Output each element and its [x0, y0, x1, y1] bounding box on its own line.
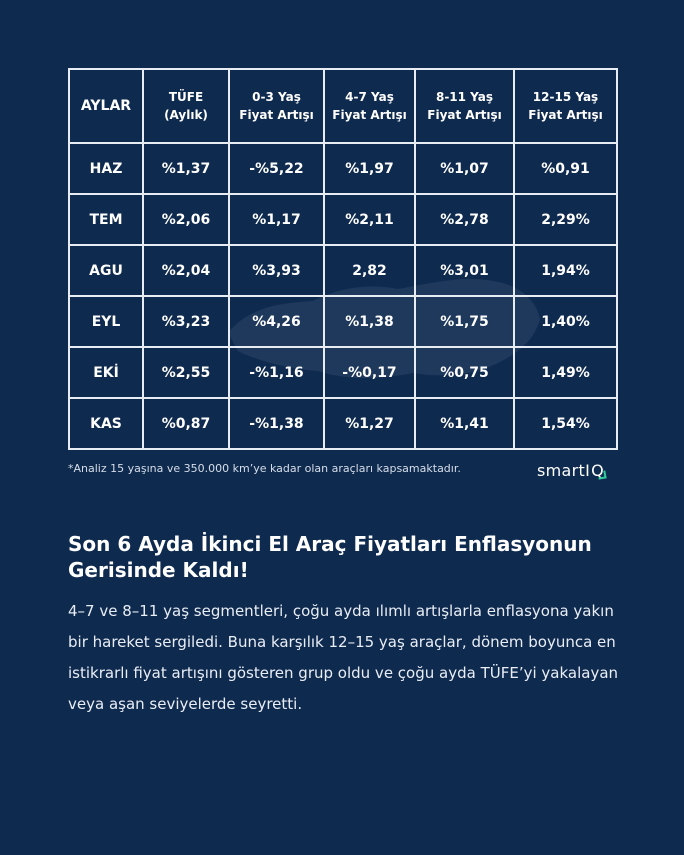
cell-month: HAZ [69, 143, 143, 194]
cell-0-3: %3,93 [229, 245, 324, 296]
cell-8-11: %2,78 [415, 194, 514, 245]
header-0-3: 0-3 Yaş Fiyat Artışı [229, 69, 324, 143]
cell-12-15: 1,94% [514, 245, 617, 296]
cell-12-15: 1,49% [514, 347, 617, 398]
cell-8-11: %0,75 [415, 347, 514, 398]
logo-q: Q [591, 461, 604, 480]
cell-12-15: 1,54% [514, 398, 617, 449]
cell-8-11: %1,75 [415, 296, 514, 347]
cell-4-7: -%0,17 [324, 347, 415, 398]
cell-month: AGU [69, 245, 143, 296]
cell-4-7: %2,11 [324, 194, 415, 245]
footnote: *Analiz 15 yaşına ve 350.000 km’ye kadar olan araçları kapsamaktadır. [68, 462, 461, 475]
cell-tufe: %3,23 [143, 296, 229, 347]
cell-tufe: %2,06 [143, 194, 229, 245]
cell-8-11: %1,41 [415, 398, 514, 449]
headline: Son 6 Ayda İkinci El Araç Fiyatları Enflasyonun Gerisinde Kaldı! [68, 532, 592, 582]
price-table [68, 68, 618, 450]
cell-tufe: %2,55 [143, 347, 229, 398]
header-8-11: 8-11 Yaş Fiyat Artışı [415, 69, 514, 143]
cell-0-3: -%1,38 [229, 398, 324, 449]
cell-4-7: %1,27 [324, 398, 415, 449]
cell-month: EYL [69, 296, 143, 347]
cell-month: TEM [69, 194, 143, 245]
cell-tufe: %2,04 [143, 245, 229, 296]
table-row [69, 143, 617, 194]
table-header-row [69, 69, 617, 143]
header-aylar: AYLAR [69, 69, 143, 143]
cell-tufe: %1,37 [143, 143, 229, 194]
logo-q-accent-icon [597, 470, 606, 479]
cell-12-15: %0,91 [514, 143, 617, 194]
cell-month: EKİ [69, 347, 143, 398]
header-4-7: 4-7 Yaş Fiyat Artışı [324, 69, 415, 143]
table-row [69, 398, 617, 449]
cell-4-7: %1,97 [324, 143, 415, 194]
smartiq-logo [537, 458, 617, 482]
cell-12-15: 1,40% [514, 296, 617, 347]
cell-8-11: %1,07 [415, 143, 514, 194]
cell-0-3: -%5,22 [229, 143, 324, 194]
header-12-15: 12-15 Yaş Fiyat Artışı [514, 69, 617, 143]
cell-4-7: %1,38 [324, 296, 415, 347]
cell-0-3: -%1,16 [229, 347, 324, 398]
table-row [69, 347, 617, 398]
table-row [69, 194, 617, 245]
table-row [69, 296, 617, 347]
cell-0-3: %4,26 [229, 296, 324, 347]
logo-text: smartI [537, 460, 591, 480]
cell-tufe: %0,87 [143, 398, 229, 449]
cell-12-15: 2,29% [514, 194, 617, 245]
body-paragraph: 4–7 ve 8–11 yaş segmentleri, çoğu ayda ılımlı artışlarla enflasyona yakın bir hareket sergiledi. Buna karşılık 12–15 yaş araçlar, dönem boyunca en istikrarlı fiyat artışını gösteren grup oldu ve çoğu ayda TÜFE’yi yakalayan veya aşan seviyelerde seyretti. [68, 602, 619, 713]
header-tufe: TÜFE (Aylık) [143, 69, 229, 143]
cell-0-3: %1,17 [229, 194, 324, 245]
cell-4-7: 2,82 [324, 245, 415, 296]
price-table-container [68, 68, 616, 440]
cell-8-11: %3,01 [415, 245, 514, 296]
table-row [69, 245, 617, 296]
cell-month: KAS [69, 398, 143, 449]
